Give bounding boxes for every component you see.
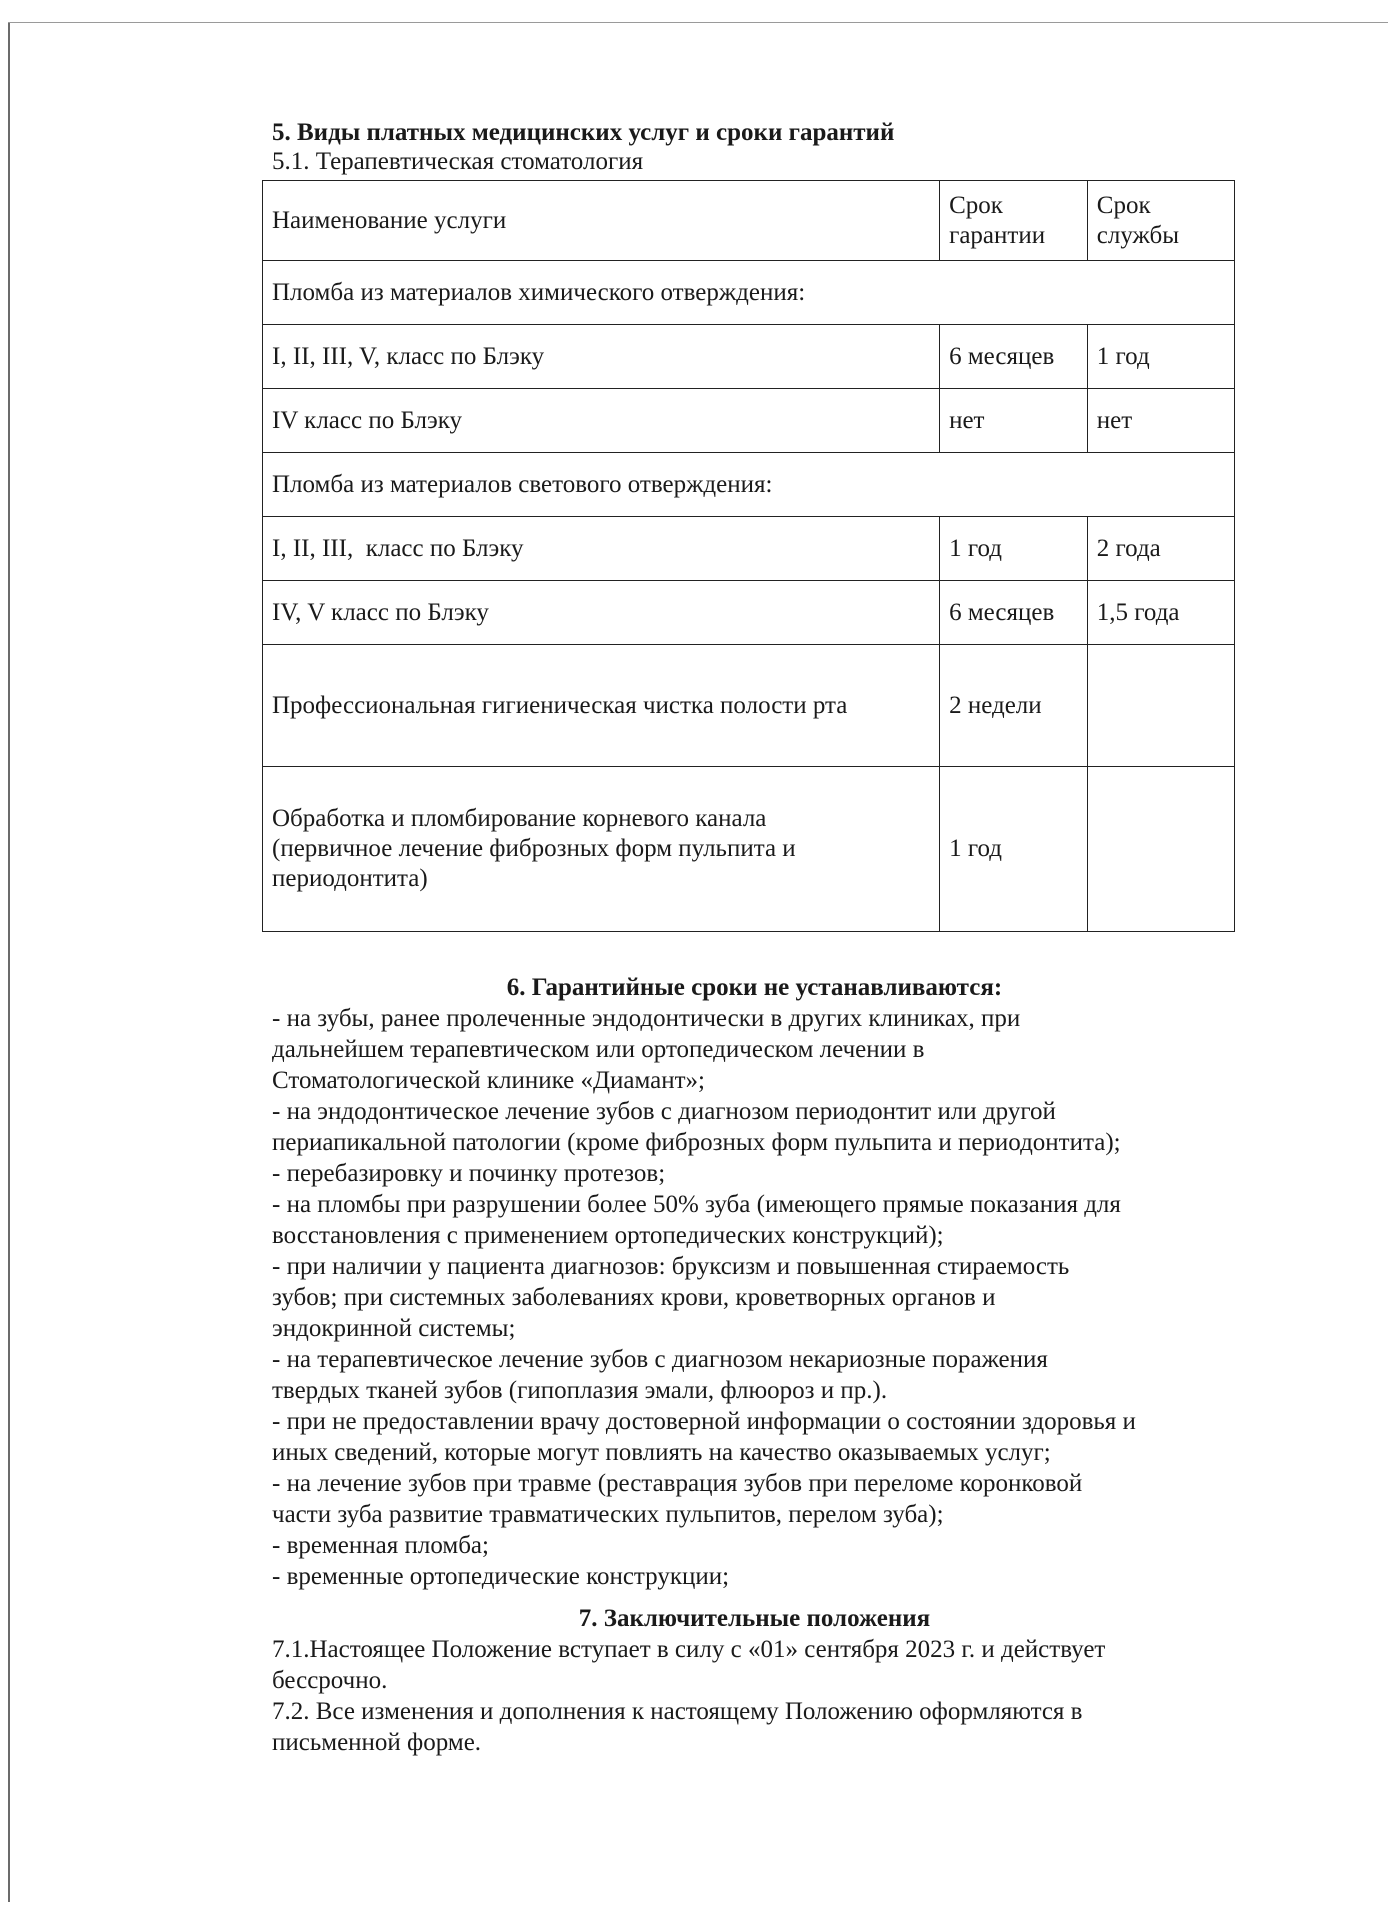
cell-warranty: 6 месяцев [940,325,1088,389]
cell-lifetime: 2 года [1087,517,1234,581]
section7-title: 7. Заключительные положения [578,1605,931,1632]
section7-line: 7.2. Все изменения и дополнения к настоящему Положению оформляются в [272,1698,1083,1725]
section7-body [272,1634,1237,1758]
section7-line: письменной форме. [272,1729,482,1756]
cell-service: I, II, III, класс по Блэку [263,517,940,581]
section7 [272,1603,1237,1758]
table-row [263,517,1235,581]
section6-line: периапикальной патологии (кроме фиброзных форм пульпита и периодонтита); [272,1129,1121,1156]
cell-warranty: нет [940,389,1088,453]
table-row [263,261,1235,325]
cell-service: IV класс по Блэку [263,389,940,453]
section5-subtitle: 5.1. Терапевтическая стоматология [272,148,644,175]
scan-edge-left [8,22,10,1902]
section6-line: Стоматологической клинике «Диамант»; [272,1067,705,1094]
section6-line: - при наличии у пациента диагнозов: бруксизм и повышенная стираемость [272,1253,1070,1280]
section6 [272,972,1237,1592]
section5-title: 5. Виды платных медицинских услуг и сроки гарантий [272,119,895,146]
section6-line: - временные ортопедические конструкции; [272,1563,730,1590]
section6-line: иных сведений, которые могут повлиять на качество оказываемых услуг; [272,1439,1051,1466]
table-header-row [263,181,1235,261]
section6-line: - на лечение зубов при травме (реставрация зубов при переломе коронковой [272,1470,1083,1497]
table-row [263,389,1235,453]
cell-service: Профессиональная гигиеническая чистка полости рта [263,645,940,767]
cell-lifetime: нет [1087,389,1234,453]
section6-body [272,1003,1237,1592]
header-warranty: Срок гарантии [940,181,1088,261]
cell-warranty: 1 год [940,517,1088,581]
section6-line: - на эндодонтическое лечение зубов с диагнозом периодонтит или другой [272,1098,1056,1125]
section6-line: - временная пломба; [272,1532,489,1559]
section7-line: 7.1.Настоящее Положение вступает в силу с «01» сентября 2023 г. и действует [272,1636,1106,1663]
table-group-light: Пломба из материалов светового отверждения: [263,453,1235,517]
table-row [263,645,1235,767]
cell-lifetime: 1,5 года [1087,581,1234,645]
section6-line: зубов; при системных заболеваниях крови, кроветворных органов и [272,1284,996,1311]
cell-service: I, II, III, V, класс по Блэку [263,325,940,389]
section6-line: эндокринной системы; [272,1315,516,1342]
table-row [263,325,1235,389]
section5-header [272,118,1262,176]
cell-warranty: 2 недели [940,645,1088,767]
section6-title: 6. Гарантийные сроки не устанавливаются: [506,974,1003,1001]
section6-line: дальнейшем терапевтическом или ортопедическом лечении в [272,1036,925,1063]
section6-line: - на зубы, ранее пролеченные эндодонтически в других клиниках, при [272,1005,1021,1032]
cell-lifetime [1087,645,1234,767]
cell-warranty: 1 год [940,767,1088,932]
section6-line: восстановления с применением ортопедических конструкций); [272,1222,944,1249]
table-row [263,453,1235,517]
section6-line: твердых тканей зубов (гипоплазия эмали, флюороз и пр.). [272,1377,888,1404]
section6-line: части зуба развитие травматических пульпитов, перелом зуба); [272,1501,944,1528]
cell-lifetime: 1 год [1087,325,1234,389]
table-group-chemical: Пломба из материалов химического отверждения: [263,261,1235,325]
table-row [263,581,1235,645]
cell-service: IV, V класс по Блэку [263,581,940,645]
section6-line: - на пломбы при разрушении более 50% зуба (имеющего прямые показания для [272,1191,1121,1218]
section6-line: - перебазировку и починку протезов; [272,1160,666,1187]
cell-warranty: 6 месяцев [940,581,1088,645]
section6-line: - при не предоставлении врачу достоверной информации о состоянии здоровья и [272,1408,1136,1435]
warranty-table [262,180,1235,932]
cell-lifetime [1087,767,1234,932]
table-row [263,767,1235,932]
header-lifetime: Срок службы [1087,181,1234,261]
section7-line: бессрочно. [272,1667,388,1694]
section6-line: - на терапевтическое лечение зубов с диагнозом некариозные поражения [272,1346,1048,1373]
scan-edge-top [8,22,1388,23]
header-service: Наименование услуги [263,181,940,261]
cell-service: Обработка и пломбирование корневого канала (первичное лечение фиброзных форм пульпита и периодонтита) [263,767,940,932]
